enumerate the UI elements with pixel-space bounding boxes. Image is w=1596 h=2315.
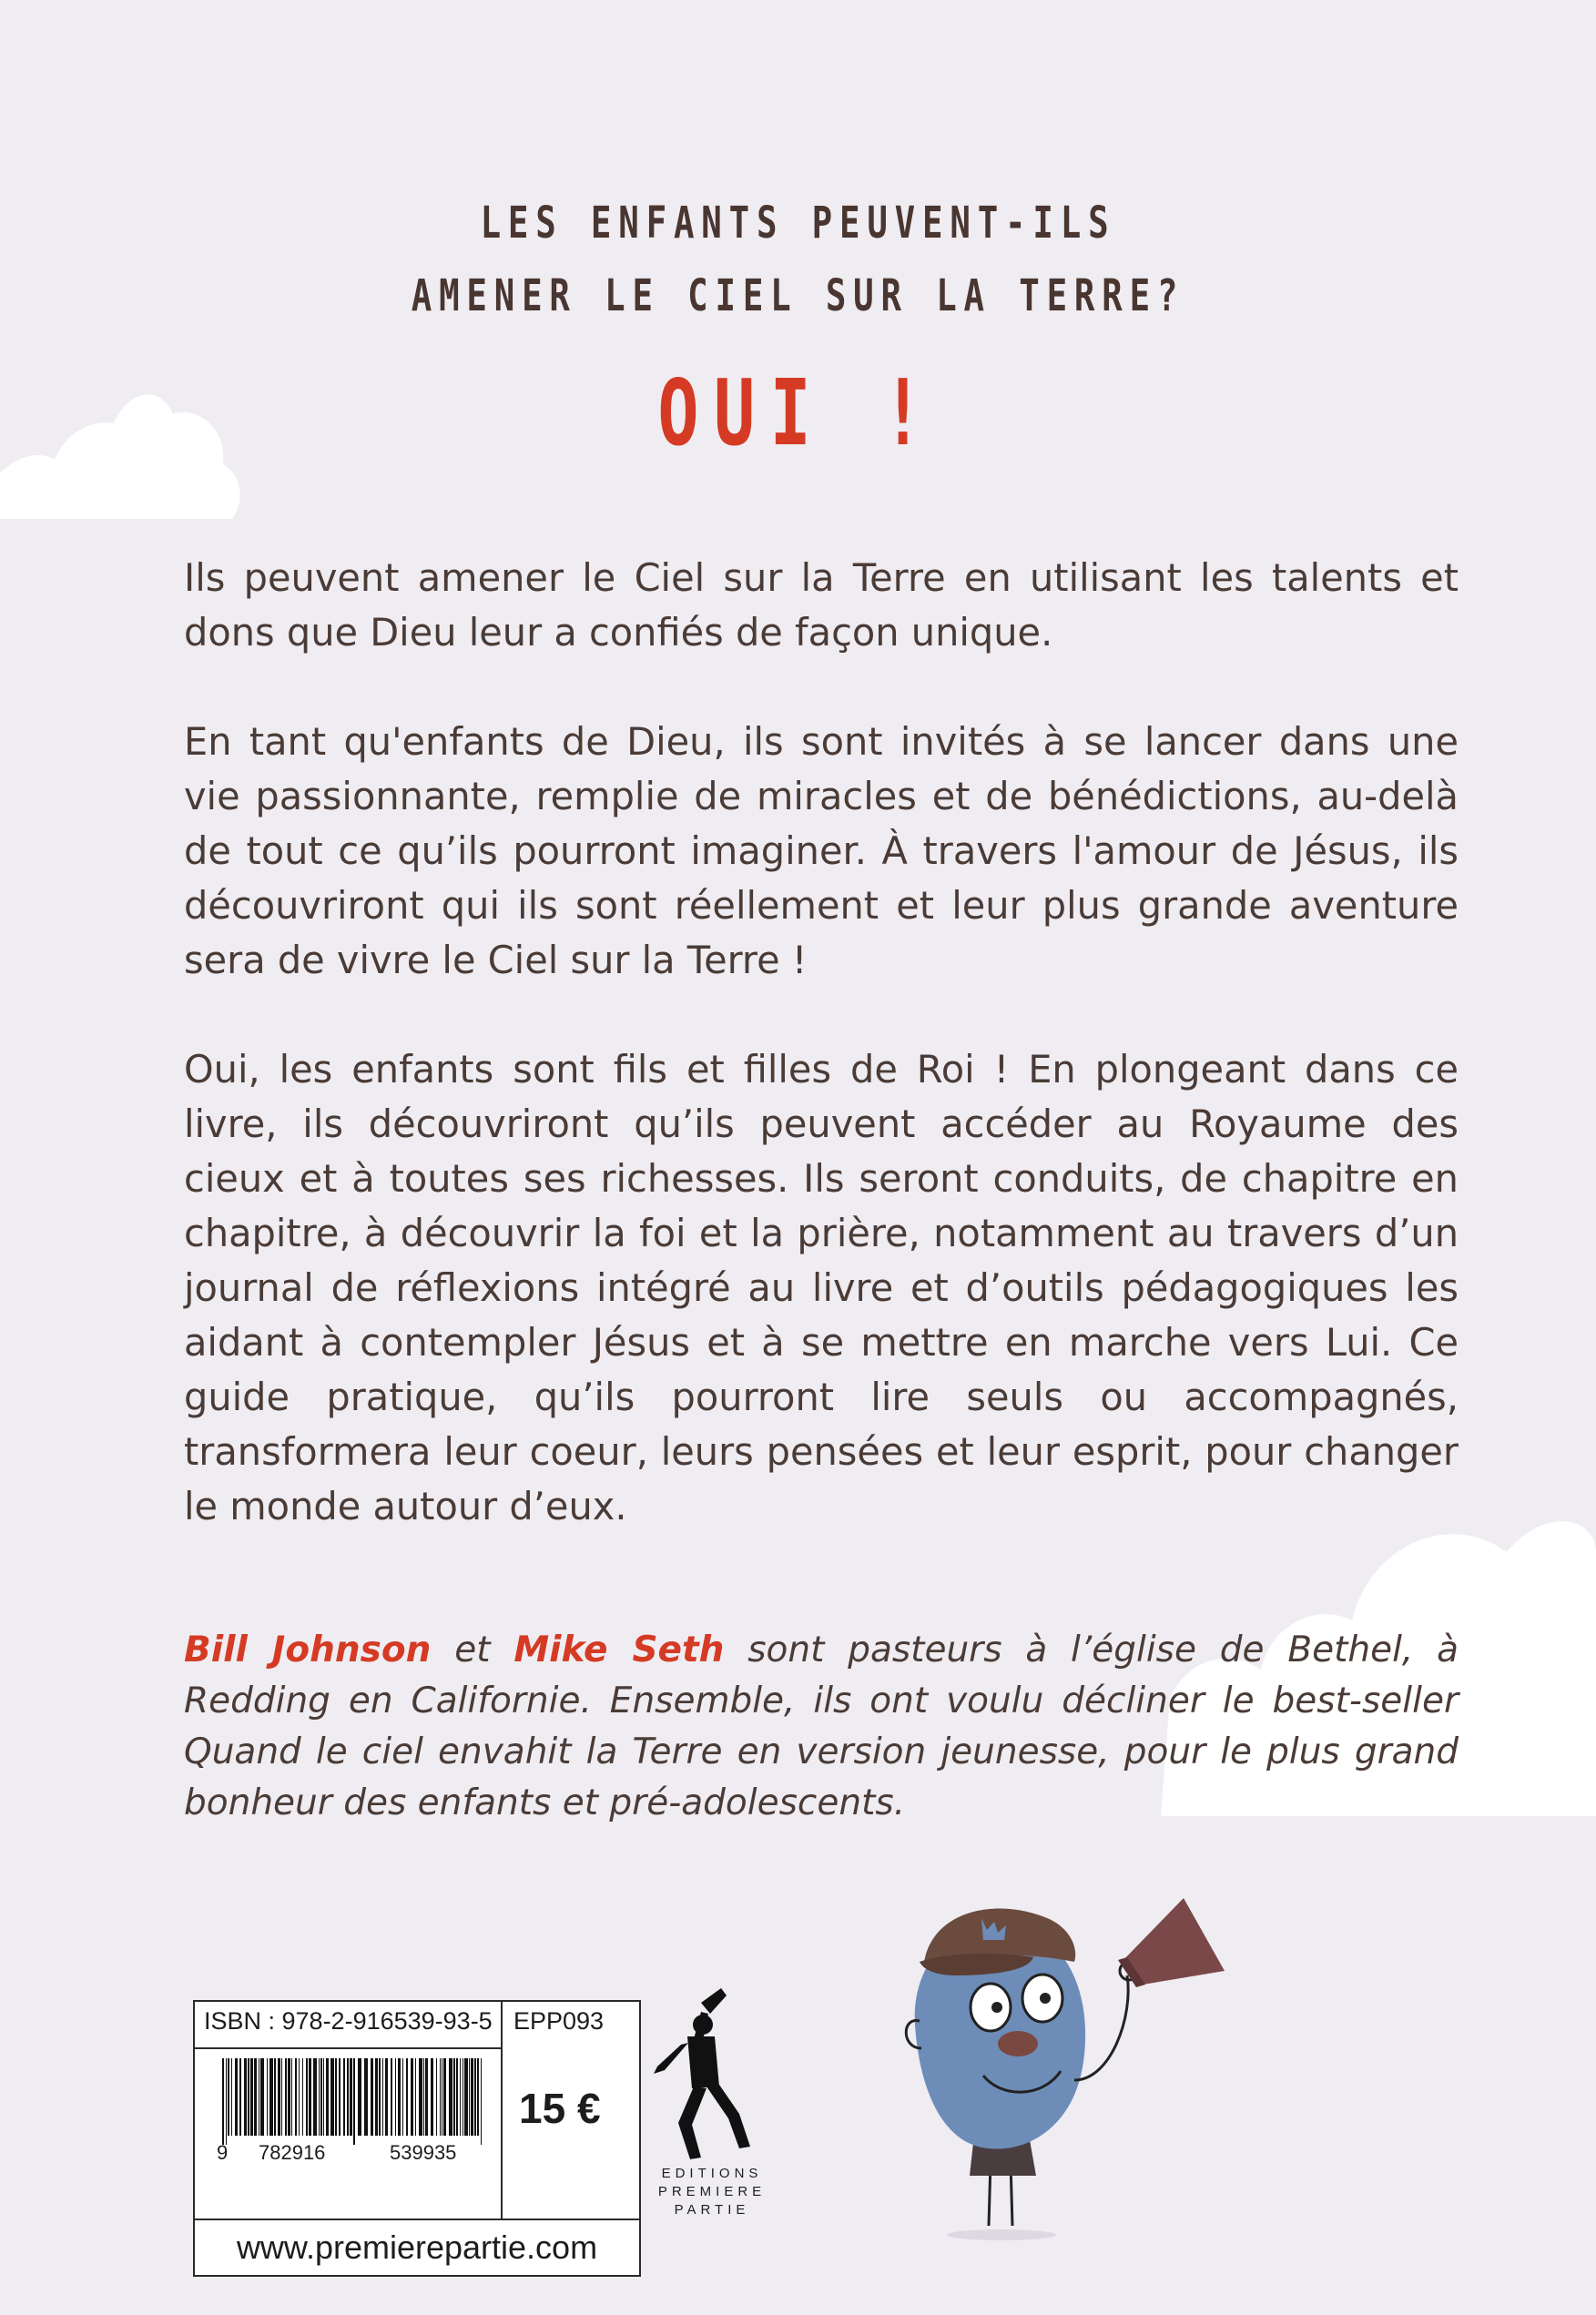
barcode-bar bbox=[281, 2058, 282, 2136]
barcode-bar bbox=[436, 2058, 437, 2136]
barcode-bar bbox=[313, 2058, 317, 2136]
barcode-bar bbox=[235, 2058, 238, 2136]
publisher-name-line: PREMIERE bbox=[657, 2184, 767, 2199]
barcode-bar bbox=[456, 2058, 458, 2136]
author-bio-text: sont pasteurs à l’église de Bethel, à Redding en Californie. Ensemble, ils ont voulu décliner le best-seller Quand le ciel envahit la Terre en version jeunesse, pour le plus grand bonheur des enfants et pré-adolescents. bbox=[184, 1630, 1459, 1823]
barcode-bar bbox=[330, 2058, 334, 2136]
author-connector: et bbox=[431, 1630, 514, 1670]
barcode-bar bbox=[423, 2058, 424, 2136]
barcode-bar bbox=[228, 2058, 229, 2136]
megaphone-man-silhouette-icon bbox=[637, 1986, 792, 2168]
barcode-bar bbox=[464, 2058, 468, 2136]
barcode-bar bbox=[239, 2058, 241, 2136]
barcode-digit-first: 9 bbox=[217, 2141, 229, 2164]
barcode-digits-right: 539935 bbox=[390, 2141, 457, 2164]
description-paragraph: Oui, les enfants sont fils et filles de Roi ! En plongeant dans ce livre, ils découvriront qu’ils peuvent accéder au Royaume des cieux et à toutes ses richesses. Ils seront conduits, de chapitre en chapitre, à découvrir la foi et la prière, notamment au travers d’un journal de réflexions intégré au livre et d’outils pédagogiques les aidant à contempler Jésus et à se mettre en marche vers Lui. Ce guide pratique, qu’ils pourront lire seuls ou accompagnés, transformera leur coeur, leurs pensées et leur esprit, pour changer le monde autour d’eux. bbox=[184, 1047, 1459, 1528]
barcode-bar bbox=[302, 2058, 303, 2136]
barcode-bar bbox=[474, 2058, 476, 2136]
headline bbox=[176, 187, 1420, 332]
divider bbox=[501, 2002, 503, 2220]
barcode-bar bbox=[406, 2058, 408, 2136]
barcode-bar bbox=[320, 2058, 322, 2136]
barcode-bars bbox=[222, 2058, 486, 2145]
barcode-bar bbox=[254, 2058, 257, 2136]
barcode-bar bbox=[323, 2058, 324, 2136]
barcode-bar bbox=[309, 2058, 311, 2136]
barcode-bar bbox=[291, 2058, 292, 2136]
barcode-bar bbox=[385, 2058, 388, 2136]
barcode-bar bbox=[267, 2058, 268, 2136]
barcode-bar bbox=[411, 2058, 413, 2136]
publisher-name-line: EDITIONS bbox=[661, 2166, 763, 2181]
barcode-bar bbox=[335, 2058, 337, 2136]
publisher-name bbox=[648, 2165, 776, 2219]
barcode-bar bbox=[469, 2058, 470, 2136]
barcode-bar bbox=[453, 2058, 455, 2136]
description-paragraph: En tant qu'enfants de Dieu, ils sont invités à se lancer dans une vie passionnante, remplie de miracles et de bénédictions, au-delà de tout ce qu’ils pourront imaginer. À travers l'amour de Jésus, ils découvriront qui ils sont réellement et leur plus grande aventure sera de vivre le Ciel sur la Terre ! bbox=[184, 719, 1459, 982]
barcode-bar bbox=[299, 2058, 300, 2136]
barcode-bar bbox=[319, 2058, 320, 2136]
barcode-bar bbox=[460, 2058, 461, 2136]
barcode-bar bbox=[415, 2058, 416, 2136]
barcode-bar bbox=[226, 2058, 227, 2145]
barcode-bar bbox=[278, 2058, 280, 2136]
barcode-bar bbox=[391, 2058, 392, 2136]
divider bbox=[195, 2047, 501, 2049]
barcode-bar bbox=[440, 2058, 441, 2136]
author-name: Mike Seth bbox=[513, 1630, 725, 1670]
website-link: www.premierepartie.com bbox=[193, 2219, 641, 2277]
barcode-bar bbox=[222, 2058, 224, 2145]
isbn-label: ISBN : 978-2-916539-93-5 bbox=[204, 2007, 493, 2035]
barcode-bar bbox=[379, 2058, 381, 2136]
barcode-bar bbox=[425, 2058, 428, 2136]
barcode-box bbox=[193, 2000, 641, 2220]
barcode-bar bbox=[260, 2058, 264, 2136]
barcode-bar bbox=[347, 2058, 349, 2136]
barcode-bar bbox=[419, 2058, 422, 2136]
barcode-bar bbox=[350, 2058, 352, 2136]
headline-answer: OUI ! bbox=[657, 360, 939, 466]
description-paragraph: Ils peuvent amener le Ciel sur la Terre en utilisant les talents et dons que Dieu leur a confiés de façon unique. bbox=[184, 555, 1459, 655]
barcode-bar bbox=[471, 2058, 473, 2136]
price: 15 € bbox=[519, 2085, 601, 2132]
barcode-bar bbox=[477, 2058, 479, 2136]
barcode-bar bbox=[481, 2058, 482, 2145]
barcode-bar bbox=[274, 2058, 276, 2136]
barcode-bar bbox=[295, 2058, 297, 2136]
barcode-bar bbox=[371, 2058, 373, 2136]
publisher-name-line: PARTIE bbox=[674, 2202, 750, 2218]
headline-line-2: AMENER LE CIEL SUR LA TERRE? bbox=[411, 270, 1185, 321]
barcode-bar bbox=[285, 2058, 287, 2136]
barcode-bar bbox=[343, 2058, 345, 2136]
barcode-bar bbox=[375, 2058, 378, 2136]
barcode-bar bbox=[248, 2058, 249, 2136]
author-bio bbox=[184, 1625, 1459, 1829]
barcode-bar bbox=[339, 2058, 341, 2136]
barcode-bar bbox=[364, 2058, 368, 2136]
barcode-bar bbox=[250, 2058, 253, 2136]
barcode-bar bbox=[326, 2058, 329, 2136]
barcode-bar bbox=[358, 2058, 361, 2136]
megaphone-mascot-icon bbox=[883, 1862, 1229, 2253]
barcode-bar bbox=[306, 2058, 308, 2136]
author-name: Bill Johnson bbox=[184, 1630, 432, 1670]
barcode-bar bbox=[244, 2058, 247, 2136]
barcode-bar bbox=[353, 2058, 355, 2145]
product-reference: EPP093 bbox=[513, 2007, 605, 2035]
barcode-bar bbox=[402, 2058, 403, 2136]
description bbox=[184, 551, 1459, 1589]
barcode-bar bbox=[269, 2058, 273, 2136]
barcode-bar bbox=[449, 2058, 452, 2136]
barcode-bar bbox=[231, 2058, 232, 2136]
headline-line-1: LES ENFANTS PEUVENT-ILS bbox=[480, 198, 1116, 249]
barcode-bar bbox=[288, 2058, 290, 2136]
barcode-bar bbox=[382, 2058, 383, 2136]
barcode-digits-left: 782916 bbox=[259, 2141, 326, 2164]
barcode-bar bbox=[398, 2058, 401, 2136]
barcode-bar bbox=[395, 2058, 396, 2136]
barcode-bar bbox=[443, 2058, 446, 2136]
barcode-bar bbox=[431, 2058, 433, 2136]
